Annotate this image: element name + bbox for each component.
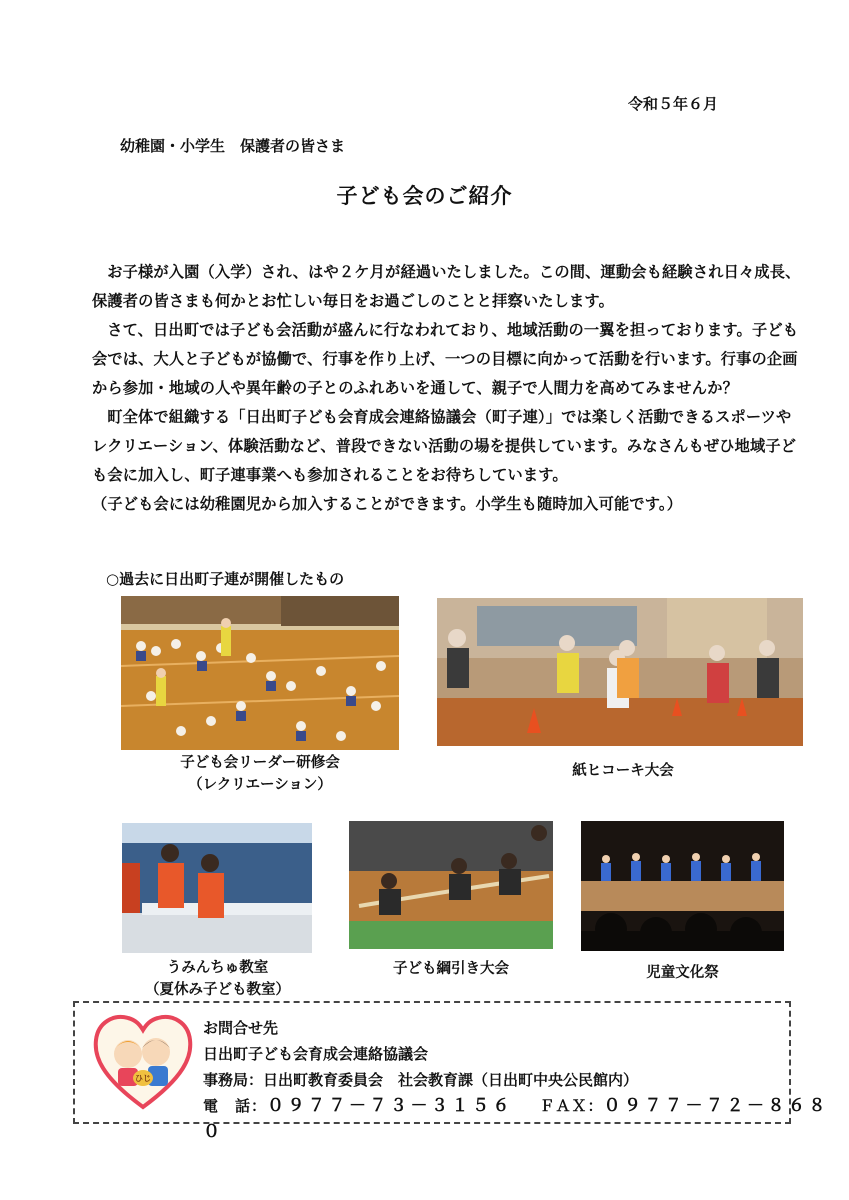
caption-umi-class <box>110 957 325 1001</box>
caption-paper-airplane: 紙ヒコーキ大会 <box>572 763 674 779</box>
contact-office: 事務局：日出町教育委員会 社会教育課（日出町中央公民館内） <box>203 1071 639 1089</box>
heart-logo <box>92 1012 194 1112</box>
addressee: 幼稚園・小学生 保護者の皆さま <box>120 137 346 155</box>
paragraph-note: （子ども会には幼稚園児から加入することができます。小学生も随時加入可能です。） <box>92 495 683 513</box>
document-date: 令和５年６月 <box>628 95 719 113</box>
caption-umi-line2: （夏休み子ども教室） <box>145 982 290 998</box>
photo-umi-class <box>122 823 312 953</box>
caption-leader-training <box>110 752 410 796</box>
paragraph-activities: さて、日出町では子ども会活動が盛んに行なわれており、地域活動の一翼を担っております。子ども会では、大人と子どもが協働で、行事を作り上げ、一つの目標に向かって活動を行います。行事の企画から参加・地域の人や異年齢の子とのふれあいを通して、親子で人間力を高めてみませんか？ <box>92 321 799 397</box>
contact-phone-line <box>203 1093 849 1145</box>
photo-leader-training <box>121 596 399 750</box>
paragraph-association: 町全体で組織する「日出町子ども会育成会連絡協議会（町子連）」では楽しく活動できるスポーツやレクリエーション、体験活動など、普段できない活動の場を提供しています。みなさんもぜひ地域子ども会に加入し、町子連事業へも参加されることをお待ちしています。 <box>92 408 797 484</box>
contact-info <box>203 1015 849 1145</box>
caption-leader-line1: 子ども会リーダー研修会 <box>180 755 340 771</box>
contact-organization: 日出町子ども会育成会連絡協議会 <box>203 1045 429 1063</box>
caption-umi-line1: うみんちゅ教室 <box>166 960 269 976</box>
tel-number: ０９７７－７３－３１５６ <box>267 1096 514 1116</box>
caption-tug-of-war: 子ども綱引き大会 <box>393 961 509 977</box>
caption-leader-line2: （レクリエーション） <box>188 777 332 793</box>
paragraph-greeting: お子様が入園（入学）され、はや２ケ月が経過いたしました。この間、運動会も経験され日々成長、保護者の皆さまも何かとお忙しい毎日をお過ごしのことと拝察いたします。 <box>92 263 801 310</box>
contact-heading: お問合せ先 <box>203 1019 279 1037</box>
document-title: 子ども会のご紹介 <box>336 184 513 208</box>
body-text <box>92 258 802 519</box>
fax-label: ＦＡＸ： <box>539 1097 604 1115</box>
logo-text: ひじ <box>135 1074 151 1083</box>
photo-culture-festival <box>581 821 784 951</box>
photo-tug-of-war <box>349 821 553 949</box>
section-title: ○過去に日出町子連が開催したもの <box>106 570 345 588</box>
photo-paper-airplane <box>437 598 803 746</box>
fax-number: ０９７７－７２－８６８０ <box>203 1096 829 1142</box>
tel-label: 電 話： <box>203 1097 268 1115</box>
caption-culture-festival: 児童文化祭 <box>646 965 719 981</box>
